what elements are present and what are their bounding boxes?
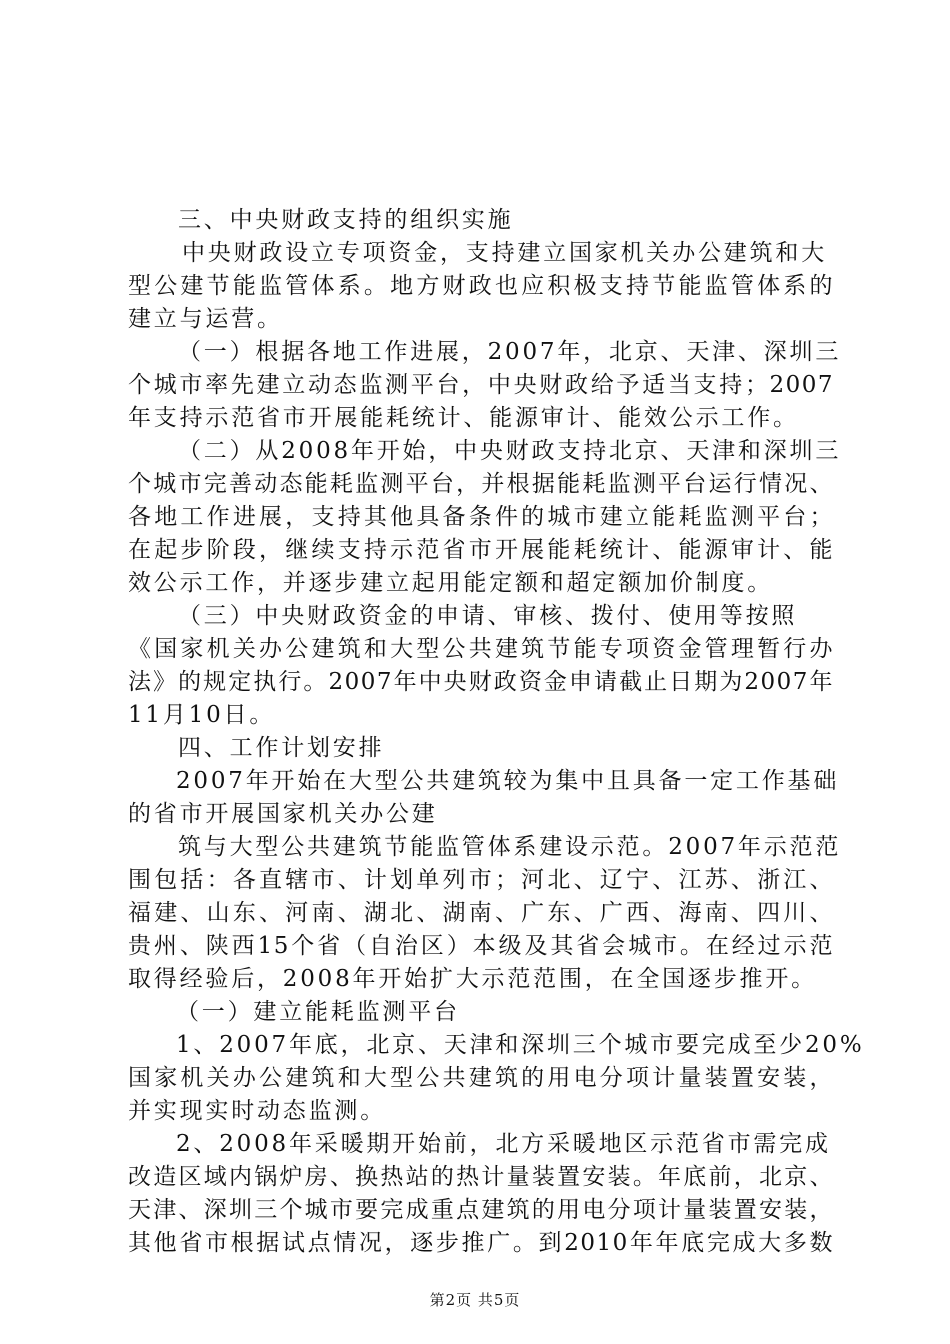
subsection-heading: （一）建立能耗监测平台: [176, 999, 460, 1025]
paragraph-line: 2007年开始在大型公共建筑较为集中且具备一定工作基础: [176, 768, 840, 794]
paragraph-line: （二）从2008年开始，中央财政支持北京、天津和深圳三: [178, 438, 842, 464]
paragraph-line: 中央财政设立专项资金，支持建立国家机关办公建筑和大: [182, 240, 827, 266]
paragraph-line: 各地工作进展，支持其他具备条件的城市建立能耗监测平台；: [128, 504, 834, 530]
paragraph-line: 效公示工作，并逐步建立起用能定额和超定额加价制度。: [128, 570, 773, 596]
paragraph-line: 筑与大型公共建筑节能监管体系建设示范。2007年示范范: [178, 834, 842, 860]
paragraph-line: 天津、深圳三个城市要完成重点建筑的用电分项计量装置安装，: [128, 1197, 834, 1223]
paragraph-line: 福建、山东、河南、湖北、湖南、广东、广西、海南、四川、: [128, 900, 834, 926]
paragraph-line: 个城市率先建立动态监测平台，中央财政给予适当支持；2007: [128, 372, 834, 398]
paragraph-line: 建立与运营。: [128, 306, 283, 332]
paragraph-line: 个城市完善动态能耗监测平台，并根据能耗监测平台运行情况、: [128, 471, 834, 497]
paragraph-line: 2、2008年采暖期开始前，北方采暖地区示范省市需完成: [176, 1131, 831, 1157]
paragraph-line: 其他省市根据试点情况，逐步推广。到2010年年底完成大多数: [128, 1230, 834, 1256]
paragraph-line: 年支持示范省市开展能耗统计、能源审计、能效公示工作。: [128, 405, 799, 431]
paragraph-line: 的省市开展国家机关办公建: [128, 801, 438, 827]
paragraph-line: 改造区域内锅炉房、换热站的热计量装置安装。年底前，北京、: [128, 1164, 834, 1190]
paragraph-line: 《国家机关办公建筑和大型公共建筑节能专项资金管理暂行办: [128, 636, 834, 662]
paragraph-line: 法》的规定执行。2007年中央财政资金申请截止日期为2007年: [128, 669, 834, 695]
paragraph-line: 取得经验后，2008年开始扩大示范范围，在全国逐步推开。: [128, 966, 817, 992]
section-heading-4: 四、工作计划安排: [178, 735, 385, 761]
paragraph-line: 国家机关办公建筑和大型公共建筑的用电分项计量装置安装，: [128, 1065, 834, 1091]
paragraph-line: 围包括：各直辖市、计划单列市；河北、辽宁、江苏、浙江、: [128, 867, 834, 893]
paragraph-line: 并实现实时动态监测。: [128, 1098, 386, 1124]
paragraph-line: 在起步阶段，继续支持示范省市开展能耗统计、能源审计、能: [128, 537, 834, 563]
paragraph-line: （三）中央财政资金的申请、审核、拨付、使用等按照: [178, 603, 798, 629]
paragraph-line: 1、2007年底，北京、天津和深圳三个城市要完成至少20%: [176, 1032, 865, 1058]
paragraph-line: 贵州、陕西15个省（自治区）本级及其省会城市。在经过示范: [128, 933, 834, 959]
paragraph-line: 11月10日。: [128, 702, 276, 728]
page-footer: 第2页 共5页: [429, 1291, 521, 1309]
paragraph-line: （一）根据各地工作进展，2007年，北京、天津、深圳三: [178, 339, 842, 365]
paragraph-line: 型公建节能监管体系。地方财政也应积极支持节能监管体系的: [128, 273, 834, 299]
section-heading-3: 三、中央财政支持的组织实施: [178, 207, 514, 233]
